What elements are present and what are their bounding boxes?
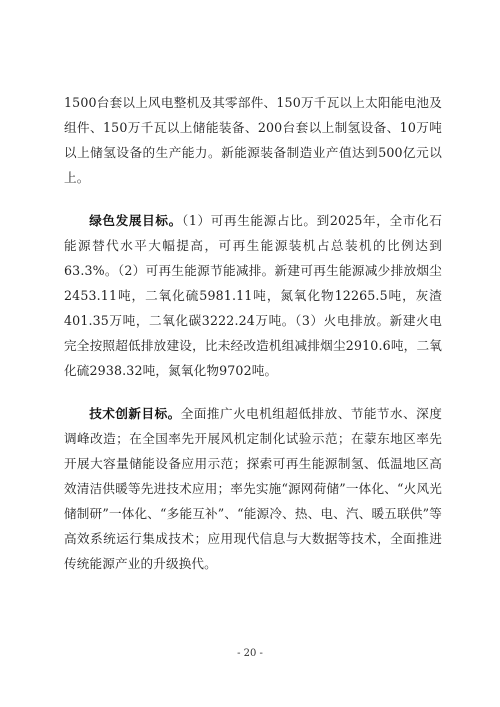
page-number: - 20 - [237,648,263,659]
green-development-paragraph [64,208,442,383]
document-body [64,90,442,594]
intro-paragraph: 1500台套以上风电整机及其零部件、150万千瓦以上太阳能电池及组件、150万千瓦以上储能装备、200台套以上制氢设备、10万吨以上储氢设备的生产能力。新能源装备制造业产值达到500亿元以上。 [64,95,442,185]
tech-innovation-paragraph [64,401,442,576]
tech-innovation-heading: 技术创新目标。 [89,406,181,421]
green-development-heading: 绿色发展目标。 [89,213,182,228]
green-development-text: （1）可再生能源占比。到2025年，全市化石能源替代水平大幅提高，可再生能源装机占总装机的比例达到63.3%。（2）可再生能源节能减排。新建可再生能源减少排放烟尘2453.11吨，二氧化硫5981.11吨，氮氧化物12265.5吨，灰渣401.35万吨，二氧化碳3222.24万吨。（3）火电排放。新建火电完全按照超低排放建设，比未经改造机组减排烟尘2910.6吨，二氧化硫2938.32吨，氮氧化物9702吨。 [64,213,442,378]
tech-innovation-text: 全面推广火电机组超低排放、节能节水、深度调峰改造；在全国率先开展风机定制化试验示范；在蒙东地区率先开展大容量储能设备应用示范；探索可再生能源制氢、低温地区高效清洁供暖等先进技术应用；率先实施“源网荷储”一体化、“火风光储制研”一体化、“多能互补”、“能源冷、热、电、汽、暖五联供”等高效系统运行集成技术；应用现代信息与大数据等技术，全面推进传统能源产业的升级换代。 [64,406,442,571]
